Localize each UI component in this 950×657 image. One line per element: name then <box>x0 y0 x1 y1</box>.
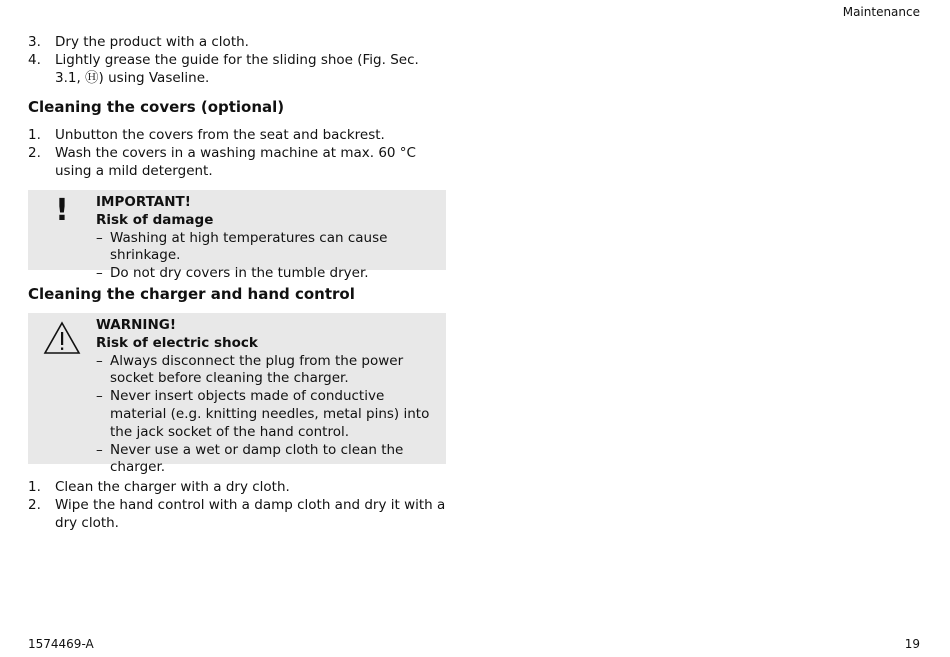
step-number: 3. <box>28 34 41 50</box>
steps-charger <box>28 479 448 532</box>
step-number: 1. <box>28 479 41 495</box>
list-item <box>28 479 448 497</box>
warning-title: WARNING! <box>96 317 176 333</box>
step-text: Clean the charger with a dry cloth. <box>55 479 290 495</box>
list-item <box>28 145 448 181</box>
notice-subtitle: Risk of damage <box>96 211 214 228</box>
steps-covers <box>28 127 448 180</box>
step-text: Dry the product with a cloth. <box>55 34 249 50</box>
page-number: 19 <box>904 637 920 651</box>
list-item <box>28 497 448 533</box>
warning-notice <box>28 313 446 476</box>
section-header: Maintenance <box>842 5 920 19</box>
step-number: 1. <box>28 127 41 143</box>
warning-triangle-icon <box>28 321 96 355</box>
exclamation-icon: ! <box>55 193 69 228</box>
list-item <box>28 127 448 145</box>
notice-item: – Do not dry covers in the tumble dryer. <box>96 265 369 282</box>
section-heading-charger: Cleaning the charger and hand control <box>28 285 355 303</box>
step-text: Unbutton the covers from the seat and backrest. <box>55 127 385 143</box>
step-text: Wash the covers in a washing machine at max. 60 °C using a mild detergent. <box>55 144 416 179</box>
warning-item: – Never use a wet or damp cloth to clean the charger. <box>96 441 404 476</box>
document-id: 1574469-A <box>28 637 94 651</box>
step-number: 4. <box>28 51 41 68</box>
warning-item: – Always disconnect the plug from the power socket before cleaning the charger. <box>96 352 404 387</box>
step-text: Lightly grease the guide for the sliding shoe (Fig. Sec. 3.1, Ⓗ) using Vaseline. <box>55 51 419 86</box>
list-item <box>28 34 448 52</box>
important-notice <box>28 190 446 282</box>
section-heading-covers: Cleaning the covers (optional) <box>28 98 285 116</box>
step-number: 2. <box>28 144 41 161</box>
warning-subtitle: Risk of electric shock <box>96 334 258 351</box>
warning-item: – Never insert objects made of conductive material (e.g. knitting needles, metal pins) into the jack socket of the hand control. <box>96 388 430 440</box>
notice-item: – Washing at high temperatures can cause shrinkage. <box>96 229 388 264</box>
step-text: Wipe the hand control with a damp cloth and dry it with a dry cloth. <box>55 496 446 531</box>
steps-top <box>28 34 448 87</box>
list-item <box>28 52 448 88</box>
step-number: 2. <box>28 496 41 513</box>
notice-title: IMPORTANT! <box>96 194 191 210</box>
